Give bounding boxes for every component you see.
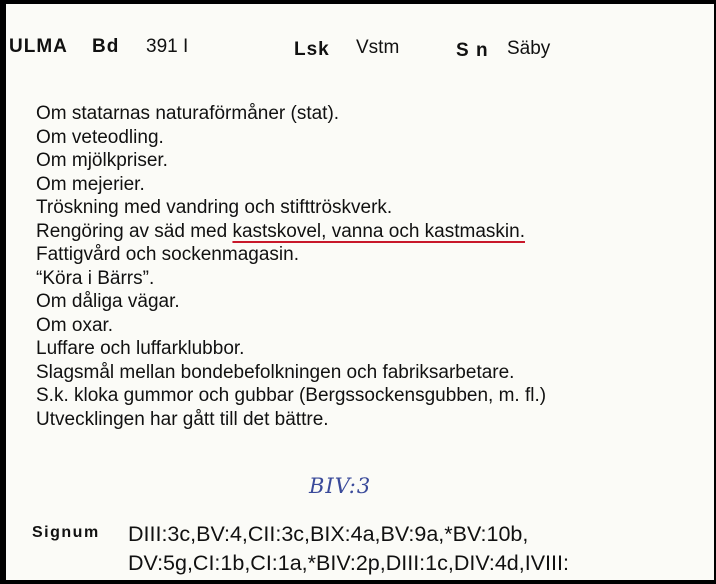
topic-line xyxy=(36,220,546,244)
archive-name: ULMA xyxy=(9,36,68,57)
underlined-text: kastskovel, vanna och kastmaskin. xyxy=(232,220,525,242)
topic-line: Luffare och luffarklubbor. xyxy=(36,338,245,359)
topic-line: S.k. kloka gummor och gubbar (Bergssockensgubben, m. fl.) xyxy=(36,385,547,406)
signum-line-2: DV:5g,CI:1b,CI:1a,*BIV:2p,DIII:1c,DIV:4d,IVIII: xyxy=(128,551,569,575)
bd-label: Bd xyxy=(92,36,120,57)
bd-value: 391 I xyxy=(146,36,189,57)
handwritten-note: BIV:3 xyxy=(309,474,372,498)
topic-line: Slagsmål mellan bondebefolkningen och fabriksarbetare. xyxy=(36,361,515,383)
topic-line: Om statarnas naturaförmåner (stat). xyxy=(36,103,340,124)
sn-label: S n xyxy=(456,40,489,61)
topic-list xyxy=(36,102,546,431)
topic-line: “Köra i Bärrs”. xyxy=(36,267,155,289)
sn-value: Säby xyxy=(507,38,551,59)
archive-card xyxy=(6,4,714,580)
signum-line-1: DIII:3c,BV:4,CII:3c,BIX:4a,BV:9a,*BV:10b, xyxy=(128,522,529,546)
lsk-label: Lsk xyxy=(294,39,330,60)
topic-line: Om mejerier. xyxy=(36,173,145,195)
topic-line: Om mjölkpriser. xyxy=(36,150,168,171)
topic-line: Om veteodling. xyxy=(36,126,164,148)
topic-line: Om oxar. xyxy=(36,314,114,336)
topic-line: Om dåliga vägar. xyxy=(36,291,180,312)
signum-label: Signum xyxy=(32,524,100,541)
lsk-value: Vstm xyxy=(356,37,400,58)
topic-text: Rengöring av säd med xyxy=(36,220,233,242)
topic-line: Fattigvård och sockenmagasin. xyxy=(36,244,299,265)
topic-line: Tröskning med vandring och stifttröskverk. xyxy=(36,197,393,218)
topic-line: Utvecklingen har gått till det bättre. xyxy=(36,408,329,430)
